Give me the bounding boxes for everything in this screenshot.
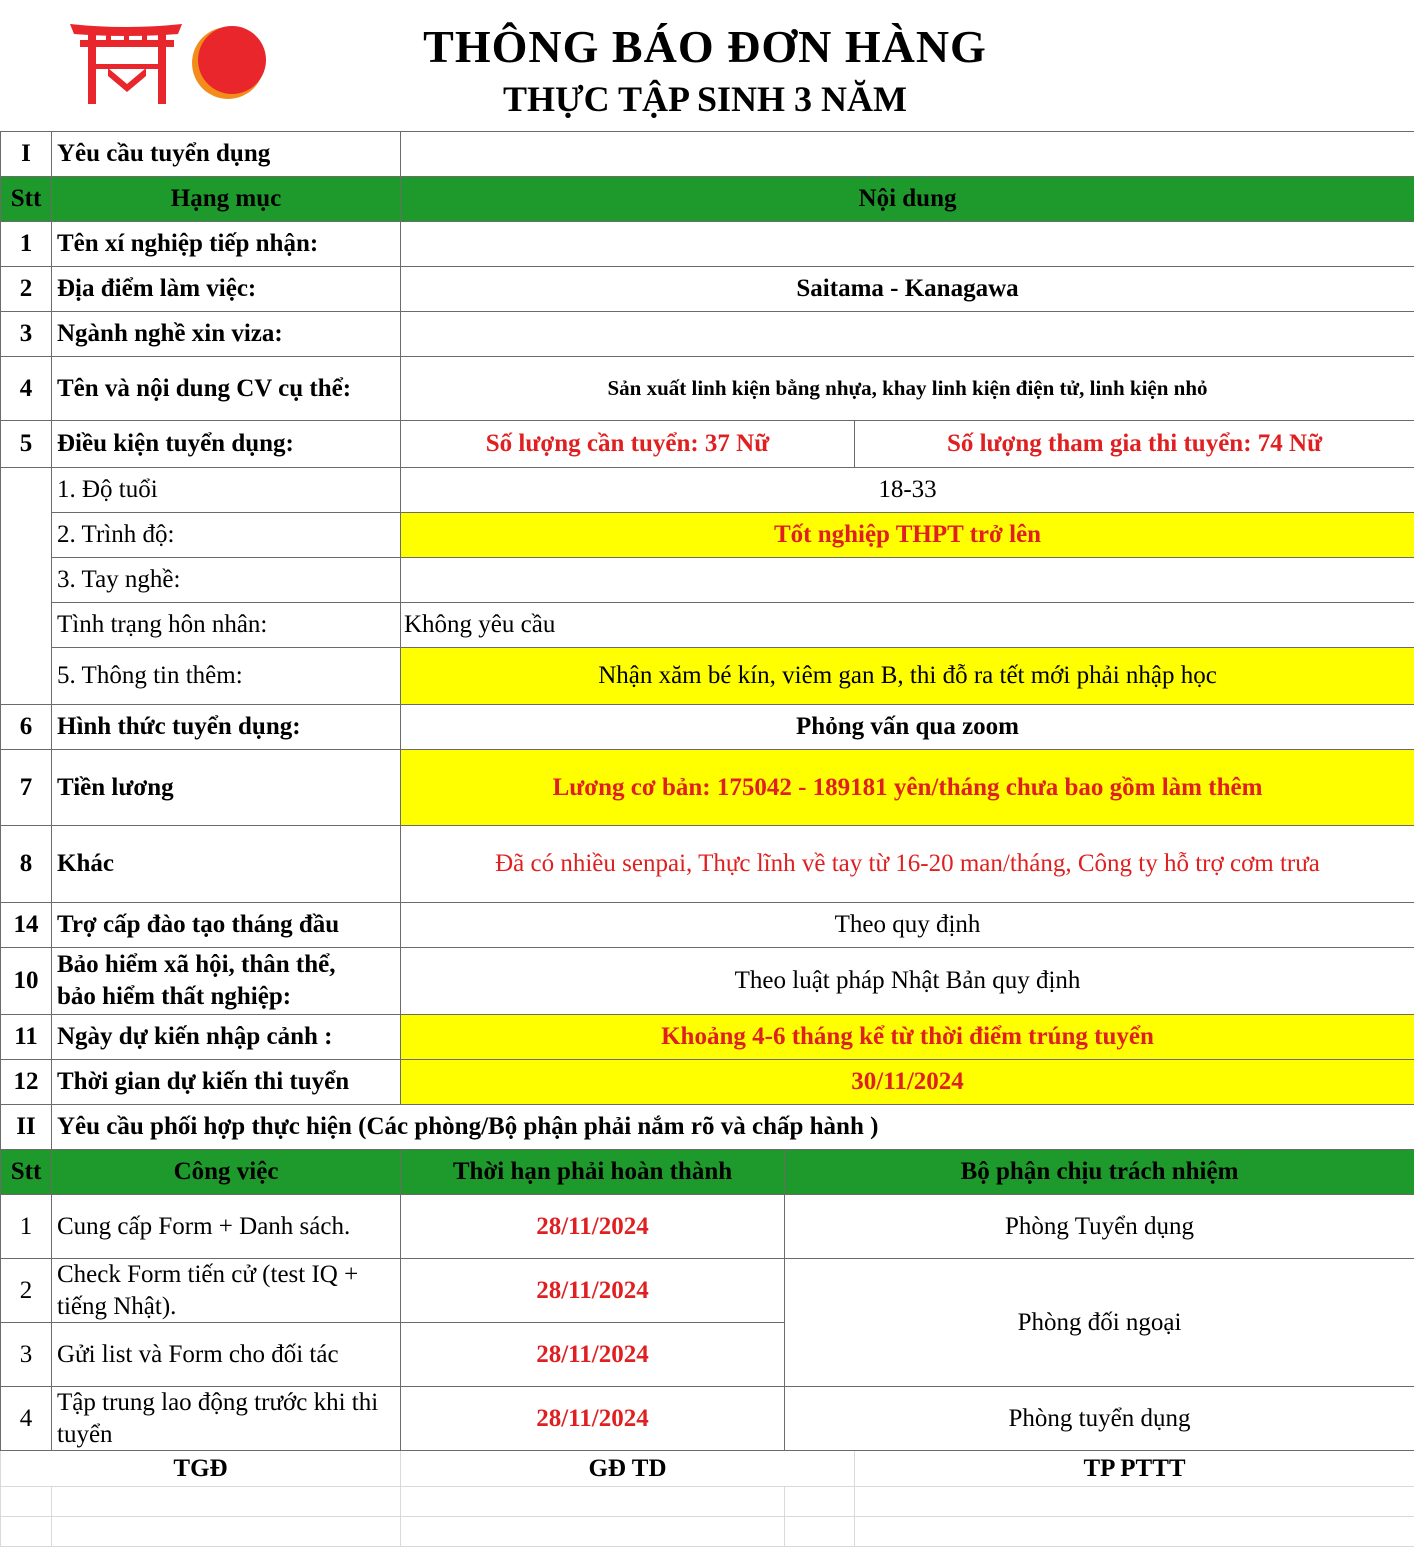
task-column-headers: Stt Công việc Thời hạn phải hoàn thành Bộ phận chịu trách nhiệm [1,1150,1414,1195]
quota-needed: Số lượng cần tuyển: 37 Nữ [401,421,855,468]
table-row: 7 Tiền lương Lương cơ bản: 175042 - 189181 yên/tháng chưa bao gồm làm thêm [1,750,1414,826]
table-row: 4 Tên và nội dung CV cụ thể: Sản xuất linh kiện bằng nhựa, khay linh kiện điện tử, linh kiện nhỏ [1,357,1414,421]
salary-value: Lương cơ bản: 175042 - 189181 yên/tháng chưa bao gồm làm thêm [401,750,1414,826]
signature-gd-td: GĐ TD [401,1451,855,1487]
condition-row: Tình trạng hôn nhân: Không yêu cầu [1,603,1414,648]
condition-row: 5. Thông tin thêm: Nhận xăm bé kín, viêm gan B, thi đỗ ra tết mới phải nhập học [1,648,1414,705]
table-row: 8 Khác Đã có nhiều senpai, Thực lĩnh về tay từ 16-20 man/tháng, Công ty hỗ trợ cơm trưa [1,826,1414,903]
document-title: THÔNG BÁO ĐƠN HÀNG [423,21,987,72]
table-row: 2 Địa điểm làm việc: Saitama - Kanagawa [1,267,1414,312]
table-column-headers [1,177,1414,222]
table-row: 10 Bảo hiểm xã hội, thân thể, bảo hiểm thất nghiệp: Theo luật pháp Nhật Bản quy định [1,948,1414,1015]
blank-row [1,1517,1414,1547]
col-item: Hạng mục [52,177,401,222]
table-row: 6 Hình thức tuyển dụng: Phỏng vấn qua zoom [1,705,1414,750]
signature-tgd: TGĐ [1,1451,401,1487]
col-content: Nội dung [401,177,1414,222]
task-row: 4 Tập trung lao động trước khi thi tuyển 28/11/2024 Phòng tuyển dụng [1,1387,1414,1451]
section-2-title: Yêu cầu phối hợp thực hiện (Các phòng/Bộ phận phải nắm rõ và chấp hành ) [52,1105,1414,1150]
document-header [0,0,1414,130]
section-2-header: II Yêu cầu phối hợp thực hiện (Các phòng/Bộ phận phải nắm rõ và chấp hành ) [1,1105,1414,1150]
col-stt: Stt [1,177,52,222]
signature-row [1,1451,1414,1487]
condition-row: 3. Tay nghề: [1,558,1414,603]
torii-gate-logo-icon [68,18,268,108]
condition-row: 2. Trình độ: Tốt nghiệp THPT trở lên [1,513,1414,558]
section-title: Yêu cầu tuyển dụng [52,132,401,177]
task-row: 2 Check Form tiến cử (test IQ + tiếng Nhật). 28/11/2024 Phòng đối ngoại [1,1259,1414,1323]
signature-tp-pttt: TP PTTT [855,1451,1414,1487]
condition-row: 1. Độ tuổi 18-33 [1,468,1414,513]
table-row: 14 Trợ cấp đào tạo tháng đầu Theo quy định [1,903,1414,948]
document-subtitle: THỰC TẬP SINH 3 NĂM [502,79,908,119]
task-row: 1 Cung cấp Form + Danh sách. 28/11/2024 Phòng Tuyển dụng [1,1195,1414,1259]
table-row: 1 Tên xí nghiệp tiếp nhận: [1,222,1414,267]
section-roman: I [1,132,52,177]
section-1-header [1,132,1414,177]
task-row: 3 Gửi list và Form cho đối tác 28/11/2024 [1,1323,1414,1387]
blank-row [1,1487,1414,1517]
table-row: 12 Thời gian dự kiến thi tuyển 30/11/2024 [1,1060,1414,1105]
table-row: 5 Điều kiện tuyển dụng: Số lượng cần tuyển: 37 Nữ Số lượng tham gia thi tuyển: 74 Nữ [1,421,1414,468]
order-table [0,131,1414,1547]
table-row: 11 Ngày dự kiến nhập cảnh : Khoảng 4-6 tháng kể từ thời điểm trúng tuyển [1,1015,1414,1060]
quota-exam: Số lượng tham gia thi tuyển: 74 Nữ [855,421,1414,468]
table-row: 3 Ngành nghề xin viza: [1,312,1414,357]
